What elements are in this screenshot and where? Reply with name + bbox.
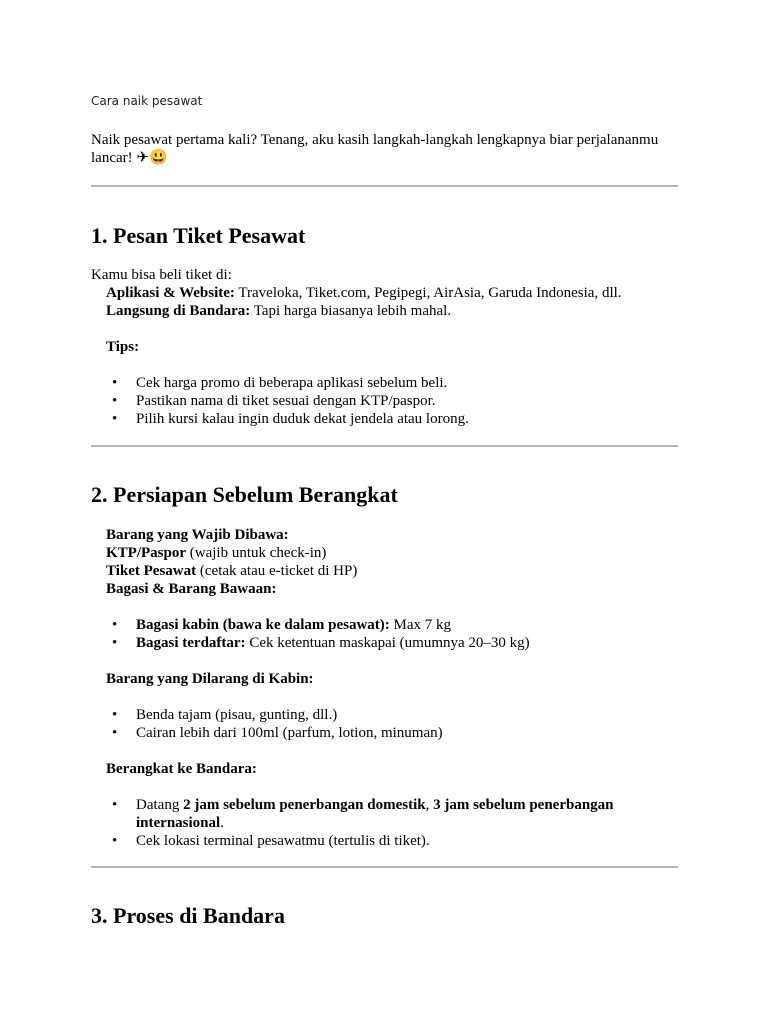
divider: [91, 866, 678, 868]
list-item-text: Pastikan nama di tiket sesuai dengan KTP/paspor.: [136, 393, 436, 409]
wajib-item-label: KTP/Paspor: [106, 545, 187, 561]
bullet-icon: •: [112, 797, 118, 813]
intro-paragraph: Naik pesawat pertama kali? Tenang, aku kasih langkah-langkah lengkapnya biar perjalananmu lancar! ✈😃: [91, 132, 659, 166]
section-3-heading: 3. Proses di Bandara: [91, 903, 285, 928]
list-item: [106, 832, 656, 850]
document-title: Cara naik pesawat: [91, 94, 203, 108]
purchase-option-label: Langsung di Bandara:: [106, 303, 251, 319]
purchase-option: [106, 302, 451, 320]
list-item-label: Bagasi terdaftar:: [136, 635, 246, 651]
wajib-item: [106, 562, 357, 580]
list-item-text: .: [220, 815, 224, 831]
section-1-heading: 1. Pesan Tiket Pesawat: [91, 223, 306, 248]
list-item-text: Benda tajam (pisau, gunting, dll.): [136, 707, 338, 723]
list-item: [106, 410, 656, 428]
berangkat-list: [106, 796, 656, 850]
wajib-item-text: (cetak atau e-ticket di HP): [196, 563, 358, 579]
tips-list: [106, 374, 656, 428]
list-item-text: Pilih kursi kalau ingin duduk dekat jendela atau lorong.: [136, 411, 469, 427]
wajib-item-text: (wajib untuk check-in): [186, 545, 327, 561]
section-1-lead: Kamu bisa beli tiket di:: [91, 267, 232, 283]
list-item: [106, 616, 656, 634]
list-item: [106, 706, 656, 724]
list-item: [106, 392, 656, 410]
divider: [91, 185, 678, 187]
list-item-text: Cek ketentuan maskapai (umumnya 20–30 kg): [245, 635, 530, 651]
list-item-text: Datang: [136, 797, 184, 813]
list-item: [106, 634, 656, 652]
bullet-icon: •: [112, 375, 118, 391]
list-item-text: Cairan lebih dari 100ml (parfum, lotion, minuman): [136, 725, 443, 741]
dilarang-label: Barang yang Dilarang di Kabin:: [106, 671, 314, 687]
purchase-option-text: Traveloka, Tiket.com, Pegipegi, AirAsia, Garuda Indonesia, dll.: [234, 285, 622, 301]
section-2-heading: 2. Persiapan Sebelum Berangkat: [91, 482, 398, 507]
bullet-icon: •: [112, 393, 118, 409]
list-item-text: ,: [425, 797, 434, 813]
bagasi-list: [106, 616, 656, 652]
list-item: [106, 374, 656, 392]
purchase-option: [106, 284, 622, 302]
wajib-item: [106, 544, 326, 562]
purchase-option-label: Aplikasi & Website:: [106, 285, 235, 301]
bullet-icon: •: [112, 833, 118, 849]
bullet-icon: •: [112, 617, 118, 633]
bullet-icon: •: [112, 707, 118, 723]
list-item-label: Bagasi kabin (bawa ke dalam pesawat):: [136, 617, 390, 633]
list-item-text: Cek harga promo di beberapa aplikasi sebelum beli.: [136, 375, 448, 391]
berangkat-label: Berangkat ke Bandara:: [106, 761, 257, 777]
list-item-bold: 2 jam sebelum penerbangan domestik: [183, 797, 426, 813]
purchase-option-text: Tapi harga biasanya lebih mahal.: [250, 303, 452, 319]
tips-label: Tips:: [106, 339, 140, 355]
list-item: [106, 796, 656, 832]
bullet-icon: •: [112, 725, 118, 741]
list-item: [106, 724, 656, 742]
wajib-item-label: Tiket Pesawat: [106, 563, 197, 579]
divider: [91, 445, 678, 447]
list-item-text: Cek lokasi terminal pesawatmu (tertulis di tiket).: [136, 833, 430, 849]
list-item-bold: internasional: [136, 815, 221, 831]
list-item-bold: 3 jam sebelum penerbangan: [433, 797, 614, 813]
list-item-text: Max 7 kg: [389, 617, 452, 633]
dilarang-list: [106, 706, 656, 742]
bullet-icon: •: [112, 635, 118, 651]
bagasi-label: Bagasi & Barang Bawaan:: [106, 581, 277, 597]
bullet-icon: •: [112, 411, 118, 427]
wajib-label: Barang yang Wajib Dibawa:: [106, 527, 289, 543]
